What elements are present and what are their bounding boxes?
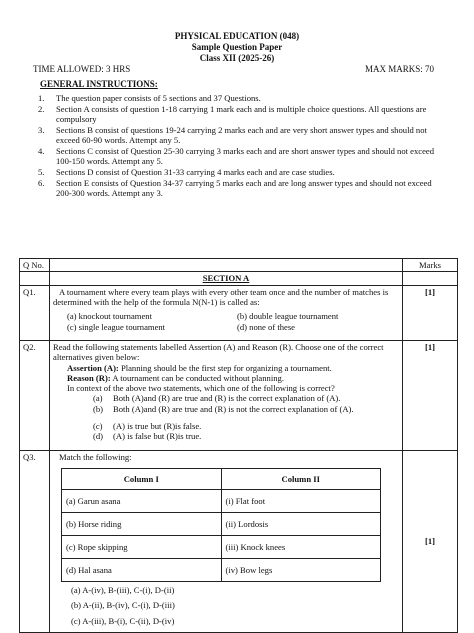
column-2-header: Column II: [221, 469, 381, 490]
question-header: [50, 259, 403, 272]
assertion-line: [53, 363, 399, 373]
section-a-heading: SECTION A: [50, 272, 403, 285]
option-a: (a) Both (A)and (R) are true and (R) is the correct explanation of (A).: [93, 393, 341, 404]
option-b: (b) double league tournament: [237, 311, 339, 322]
question-text: Read the following statements labelled Assertion (A) and Reason (R). Choose one of the correct alternatives given below:: [53, 341, 384, 363]
match-row: (c) Rope skipping (iii) Knock knees: [62, 536, 381, 559]
question-text: In context of the above two statements, which one of the following is correct?: [67, 383, 335, 394]
instructions-title: GENERAL INSTRUCTIONS:: [40, 79, 158, 89]
assertion-text: Planning should be the first step for organizing a tournament.: [120, 362, 332, 373]
class-title: Class XII (2025-26): [199, 53, 275, 63]
paper-title: Sample Question Paper: [191, 42, 283, 52]
instruction-number: 5.: [38, 167, 45, 178]
instruction-text: Sections D consist of Question 31-33 carrying 4 marks each and are case studies.: [56, 167, 335, 178]
instruction-item: [38, 125, 443, 146]
option-b: (b) Both (A)and (R) are true and (R) is not the correct explanation of (A).: [93, 403, 354, 414]
instruction-item: [38, 178, 443, 199]
option-d: (d) (A) is false but (R)is true.: [93, 431, 202, 442]
instruction-text: The question paper consists of 5 sections and 37 Questions.: [56, 93, 261, 103]
instruction-number: 2.: [38, 103, 45, 114]
marks-header: Marks: [403, 259, 458, 272]
reason-label: Reason (R):: [67, 372, 111, 383]
instructions-list: [38, 93, 443, 199]
match-row: (d) Hal asana (iv) Bow legs: [62, 559, 381, 582]
instruction-item: [38, 167, 443, 177]
match-row: (b) Horse riding (ii) Lordosis: [62, 513, 381, 536]
question-body: [50, 450, 403, 632]
option-c: (c) single league tournament: [67, 321, 166, 332]
reason-text: A tournament can be conducted without planning.: [112, 372, 284, 383]
option-a: (a) A-(iv), B-(iii), C-(i), D-(ii): [71, 585, 175, 595]
section-row: [20, 272, 458, 285]
instruction-number: 6.: [38, 178, 45, 188]
question-marks: [1]: [403, 285, 458, 340]
question-row-q1: [20, 285, 458, 340]
question-number: Q2.: [20, 340, 50, 450]
table-header-row: [20, 259, 458, 272]
question-row-q3: [20, 450, 458, 632]
option-d: (d) none of these: [237, 321, 295, 332]
instruction-number: 3.: [38, 124, 45, 135]
match-options: [53, 585, 399, 626]
question-row-q2: [20, 340, 458, 450]
column-1-header: Column I: [62, 469, 222, 490]
question-text: Match the following:: [59, 451, 132, 462]
question-text: A tournament where every team plays with every other team once and the number of matches is: [59, 286, 389, 297]
instruction-item: [38, 146, 443, 167]
instruction-text: Section A consists of question 1-18 carrying 1 mark each and is multiple choice questions. All questions are compulsory: [56, 103, 427, 125]
question-number: Q1.: [20, 285, 50, 340]
instruction-text: Sections C consist of Question 25-30 carrying 3 marks each and are short answer types and should not exceed 100-150 words. Attempt any 5.: [56, 146, 435, 167]
time-allowed: TIME ALLOWED: 3 HRS: [33, 64, 131, 74]
instruction-text: Section E consists of Question 34-37 carrying 5 marks each and are long answer types and should not exceed 200-300 words. Attempt any 3.: [56, 178, 432, 199]
instruction-number: 1.: [38, 93, 45, 103]
subject-title: PHYSICAL EDUCATION (048): [174, 31, 300, 41]
instruction-item: [38, 104, 443, 125]
instruction-number: 4.: [38, 146, 45, 157]
match-row: (a) Garun asana (i) Flat foot: [62, 490, 381, 513]
question-number: Q3.: [20, 450, 50, 632]
max-marks: MAX MARKS: 70: [364, 64, 434, 74]
option-a: (a) knockout tournament: [67, 311, 152, 322]
question-body: [50, 285, 403, 340]
question-marks: [1]: [403, 450, 458, 632]
instruction-text: Sections B consist of questions 19-24 carrying 2 marks each and are very short answer types and should not exceed 60-90 words. Attempt any 5.: [56, 124, 427, 146]
question-body: [50, 340, 403, 450]
match-table: [61, 468, 381, 582]
reason-line: [53, 373, 399, 383]
option-c: (c) (A) is true but (R)is false.: [93, 421, 202, 432]
options-grid: [67, 311, 399, 332]
questions-table: [19, 258, 458, 633]
option-b: (b) A-(ii), B-(iv), C-(i), D-(iii): [71, 600, 175, 611]
instruction-item: [38, 93, 443, 103]
option-c: (c) A-(iii), B-(i), C-(ii), D-(iv): [71, 615, 175, 626]
question-text: determined with the help of the formula N(N-1) is called as:: [53, 296, 260, 307]
assertion-label: Assertion (A):: [67, 362, 119, 373]
qno-header: Q No.: [20, 259, 50, 272]
question-marks: [1]: [403, 340, 458, 450]
